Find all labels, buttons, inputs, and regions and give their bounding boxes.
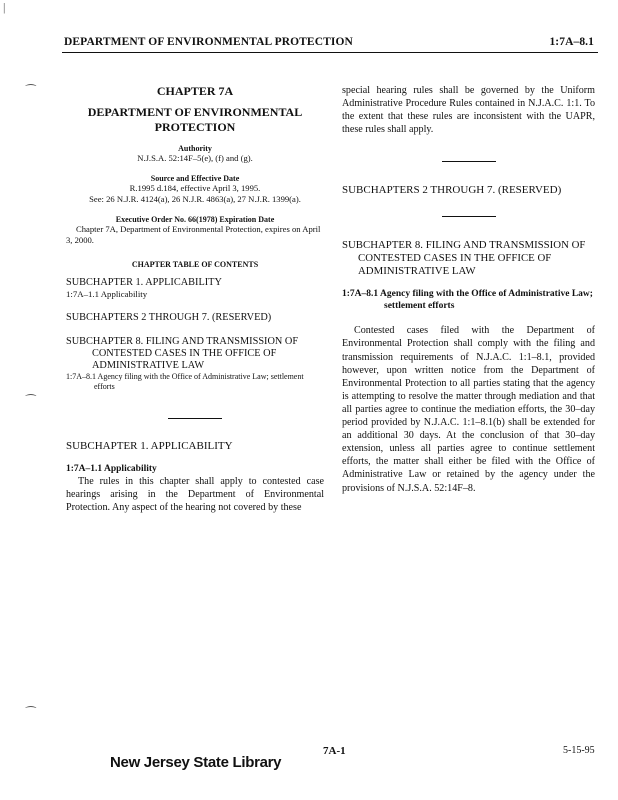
source-line-1: R.1995 d.184, effective April 3, 1995.	[129, 183, 261, 193]
toc-item-1-1: 1:7A–1.1 Applicability	[66, 289, 148, 299]
source-block	[66, 174, 324, 205]
chapter-name: DEPARTMENT OF ENVIRONMENTAL PROTECTION	[87, 105, 303, 134]
left-column	[66, 84, 324, 514]
toc-subchapter-8: SUBCHAPTER 8. FILING AND TRANSMISSION OF CONTESTED CASES IN THE OFFICE OF ADMINISTRATIVE LAW	[66, 336, 299, 371]
authority-text: N.J.S.A. 52:14F–5(e), (f) and (g).	[137, 153, 253, 163]
header-rule	[62, 52, 598, 53]
right-column	[342, 84, 595, 495]
punch-hole-mark: ⁀	[26, 84, 36, 98]
subchapters-2-7-heading: SUBCHAPTERS 2 THROUGH 7. (RESERVED)	[342, 184, 562, 197]
section-1-1-title: 1:7A–1.1 Applicability	[66, 464, 157, 474]
subchapter-1-heading: SUBCHAPTER 1. APPLICABILITY	[66, 440, 233, 452]
revision-date: 5-15-95	[563, 745, 595, 756]
section-8-1-text: Contested cases filed with the Department of Environmental Protection shall comply with the filing and transmission requirements of N.J.A.C. 1:1–8.1, provided however, upon written notice from the Department of Environmental Protection to all parties stating that the agency is attempting to resolve the matter through mediation and that all parties agree to continue the mediation efforts, the 30–day period provided by N.J.A.C. 1:1–8.1(b) shall be extended for an additional 30 days. At the conclusion of that 30–day extension, unless all parties agree to continue settlement efforts, the matter shall either be filed with the Office of Administrative Law or retained by the agency under the provisions of N.J.S.A. 52:14F–8.	[342, 325, 595, 494]
toc-item-8-1: 1:7A–8.1 Agency filing with the Office of Administrative Law; settlement efforts	[66, 372, 304, 391]
toc-subchapter-1: SUBCHAPTER 1. APPLICABILITY	[66, 277, 222, 288]
authority-block	[66, 144, 324, 164]
toc-heading: CHAPTER TABLE OF CONTENTS	[131, 260, 259, 269]
chapter-number: CHAPTER 7A	[156, 84, 234, 98]
library-stamp: New Jersey State Library	[110, 754, 282, 771]
header-section-number: 1:7A–8.1	[549, 36, 594, 48]
header-department: DEPARTMENT OF ENVIRONMENTAL PROTECTION	[64, 36, 353, 48]
section-separator	[442, 216, 496, 217]
source-line-2: See: 26 N.J.R. 4124(a), 26 N.J.R. 4863(a), 27 N.J.R. 1399(a).	[89, 194, 301, 204]
executive-order-heading: Executive Order No. 66(1978) Expiration Date	[115, 215, 275, 224]
subchapter-8-heading: SUBCHAPTER 8. FILING AND TRANSMISSION OF CONTESTED CASES IN THE OFFICE OF ADMINISTRATIVE LAW	[342, 239, 586, 278]
authority-heading: Authority	[178, 144, 212, 153]
punch-hole-mark: ⁀	[26, 706, 36, 720]
executive-order-text: Chapter 7A, Department of Environmental Protection, expires on April 3, 2000.	[66, 224, 321, 245]
executive-order-block	[66, 215, 324, 246]
source-heading: Source and Effective Date	[150, 174, 240, 183]
scan-mark: |	[3, 0, 6, 14]
punch-hole-mark: ⁀	[26, 394, 36, 408]
page-number: 7A-1	[323, 745, 346, 757]
section-separator	[168, 418, 222, 419]
toc-subchapters-2-7: SUBCHAPTERS 2 THROUGH 7. (RESERVED)	[66, 312, 272, 323]
section-8-1-title: 1:7A–8.1 Agency filing with the Office of Administrative Law; settlement efforts	[342, 289, 593, 312]
section-1-1-text: The rules in this chapter shall apply to contested case hearings arising in the Department of Environmental Protection. Any aspect of the hearing not covered by these	[66, 476, 324, 514]
section-1-1-continuation: special hearing rules shall be governed by the Uniform Administrative Procedure Rules contained in N.J.A.C. 1:1. To the extent that these rules are inconsistent with the UAPR, these rules shall apply.	[342, 85, 595, 136]
section-separator	[442, 161, 496, 162]
